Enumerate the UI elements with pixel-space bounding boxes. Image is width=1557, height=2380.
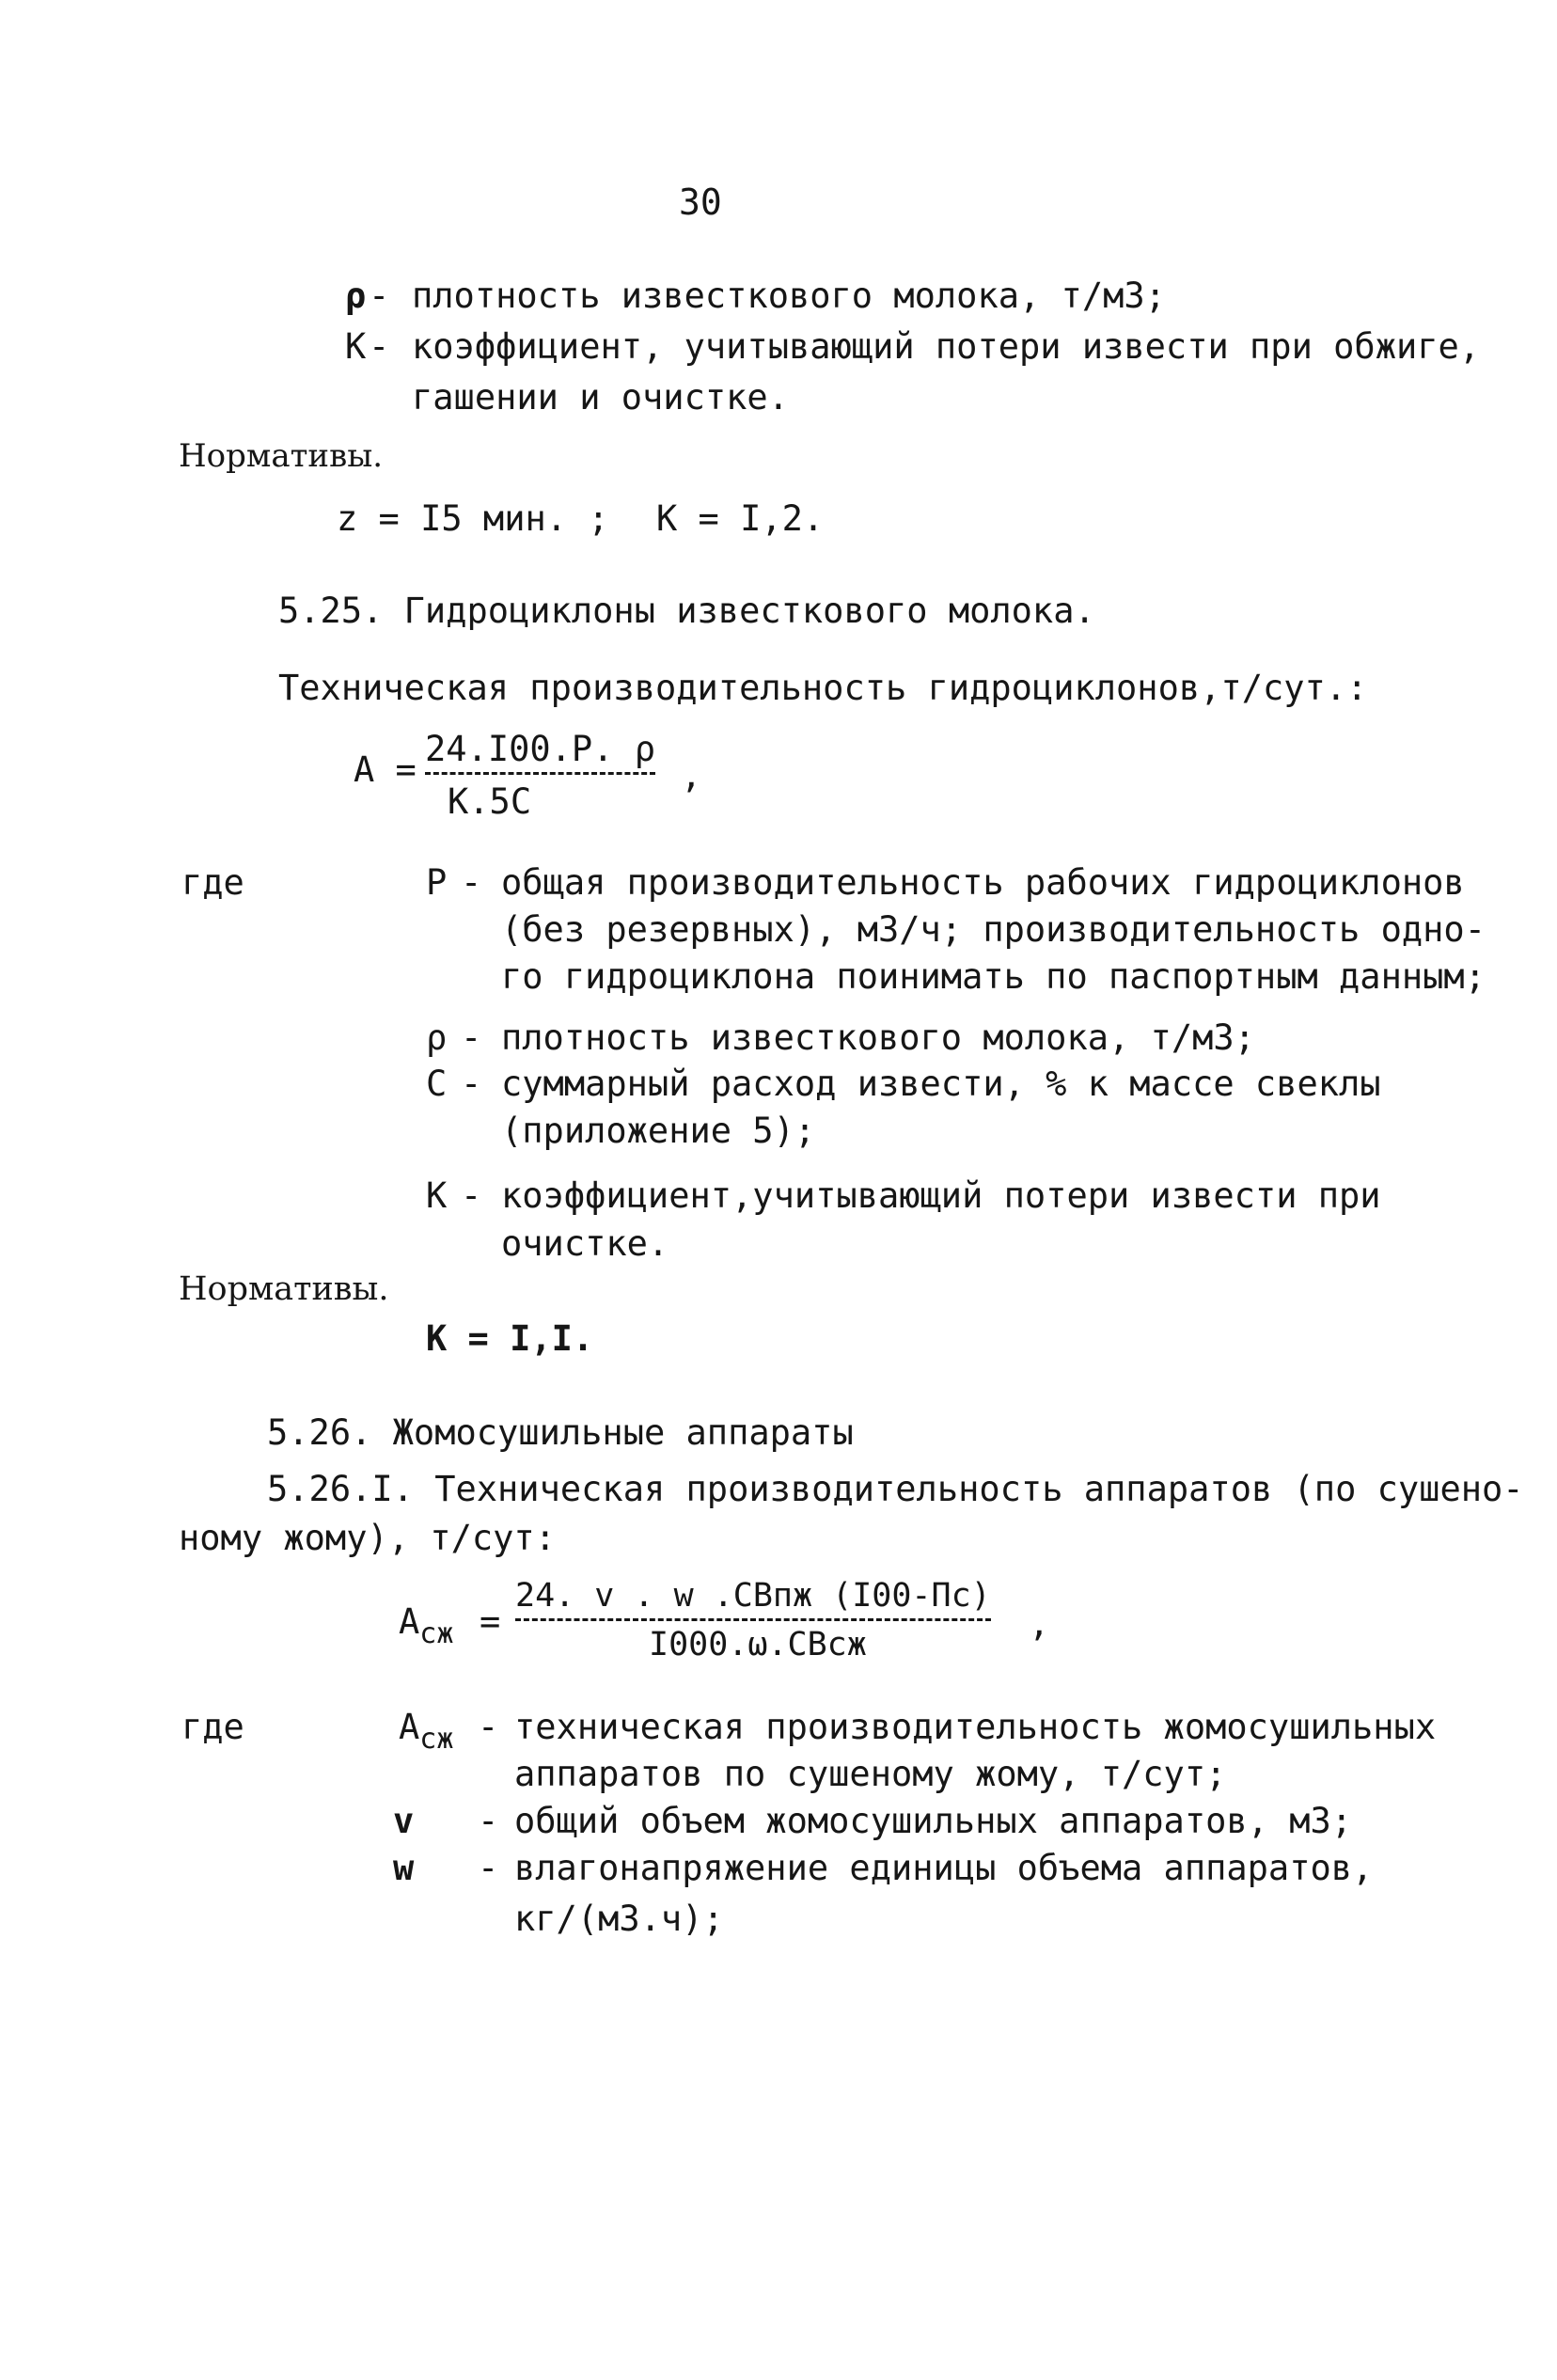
definition-text: гашении и очистке. xyxy=(412,377,789,418)
definition-text: суммарный расход извести, % к массе свеклы xyxy=(501,1064,1381,1104)
definition-text: влагонапряжение единицы объема аппаратов, xyxy=(514,1848,1374,1888)
norms-label: Нормативы. xyxy=(179,1270,389,1308)
definition-text: плотность известкового молока, т/м3; xyxy=(501,1017,1255,1058)
definition-text: общая производительность рабочих гидроциклонов xyxy=(501,862,1465,903)
section-intro: 5.26.I. Техническая производительность аппаратов (по сушено- xyxy=(267,1469,1524,1509)
definition-text: очистке. xyxy=(501,1223,669,1264)
formula-lhs-symbol: А xyxy=(399,1601,420,1642)
definition-text: плотность известкового молока, т/м3; xyxy=(412,276,1166,316)
definition-symbol: ρ xyxy=(345,276,367,316)
definition-text: (без резервных), м3/ч; производительность одно- xyxy=(501,909,1486,950)
definition-dash: - xyxy=(478,1801,499,1841)
where-label: где xyxy=(181,1707,244,1747)
where-label: где xyxy=(181,862,244,903)
formula-numerator: 24.I00.Р. ρ xyxy=(425,732,655,775)
definition-text: коэффициент, учитывающий потери извести при обжиге, xyxy=(412,326,1481,367)
definition-symbol: Р xyxy=(426,862,448,903)
definition-dash: - xyxy=(369,276,390,316)
definition-text: го гидроциклона поинимать по паспортным данным; xyxy=(501,956,1486,997)
norms-value: К = I,2. xyxy=(656,498,825,539)
formula-equals: = xyxy=(480,1601,501,1642)
formula-denominator: К.5С xyxy=(448,781,532,822)
definition-dash: - xyxy=(478,1848,499,1888)
definition-symbol: ρ xyxy=(426,1017,448,1058)
formula-tail: , xyxy=(1029,1603,1050,1644)
section-title: 5.25. Гидроциклоны известкового молока. xyxy=(278,591,1095,631)
definition-symbol: w xyxy=(393,1848,415,1888)
definition-text: аппаратов по сушеному жому, т/сут; xyxy=(514,1754,1227,1794)
definition-symbol: v xyxy=(393,1801,415,1841)
formula-denominator: I000.ω.СВсж xyxy=(649,1626,867,1663)
formula-numerator: 24. v . w .СВпж (I00-Пс) xyxy=(515,1580,991,1621)
definition-text: коэффициент,учитывающий потери извести при xyxy=(501,1175,1381,1216)
definition-text: общий объем жомосушильных аппаратов, м3; xyxy=(514,1801,1353,1841)
section-intro: Техническая производительность гидроциклонов,т/сут.: xyxy=(278,668,1368,708)
definition-text: техническая производительность жомосушильных xyxy=(514,1707,1437,1747)
formula-tail: , xyxy=(681,755,702,796)
definition-text: (приложение 5); xyxy=(501,1111,816,1151)
definition-symbol: К xyxy=(345,326,367,367)
definition-dash: - xyxy=(461,1017,482,1058)
definition-dash: - xyxy=(478,1707,499,1747)
formula-lhs: А = xyxy=(354,749,417,790)
definition-symbol: $А_{сж}$ xyxy=(399,1707,454,1756)
norms-value: К = I,I. xyxy=(426,1318,594,1359)
formula-lhs-subscript: сж xyxy=(419,1617,454,1650)
norms-value: z = I5 мин. ; xyxy=(337,498,609,539)
definition-symbol: С xyxy=(426,1064,448,1104)
page-number: 30 xyxy=(679,181,722,223)
definition-dash: - xyxy=(369,326,390,367)
definition-text: кг/(м3.ч); xyxy=(514,1899,724,1939)
section-title: 5.26. Жомосушильные аппараты xyxy=(267,1412,854,1453)
norms-label: Нормативы. xyxy=(179,437,384,475)
formula-lhs xyxy=(399,1601,454,1650)
definition-dash: - xyxy=(461,862,482,903)
definition-dash: - xyxy=(461,1064,482,1104)
section-intro: ному жому), т/сут: xyxy=(179,1518,556,1558)
definition-dash: - xyxy=(461,1175,482,1216)
definition-symbol: К xyxy=(426,1175,448,1216)
